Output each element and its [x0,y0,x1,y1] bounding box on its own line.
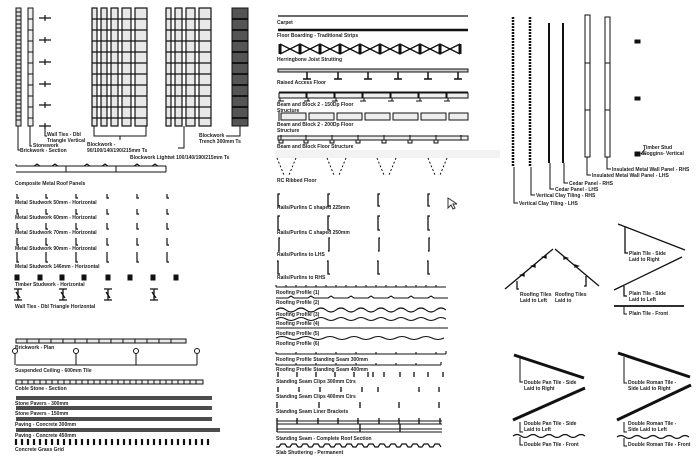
standing-seam-complete-roof-symbol [277,418,442,432]
blockwork-symbol [92,8,147,126]
label-roofing-profile-3: Roofing Profile (3) [276,312,320,318]
plain-tile-laid-right-symbol [618,224,685,253]
label-roofing-profile-2: Roofing Profile (2) [276,300,320,306]
label-metal-studwork-146: Metal Studwork 146mm - Horizontal [15,264,100,270]
timber-stud-noggins-symbol [635,40,646,156]
label-metal-studwork-90: Metal Studwork 90mm - Horizontal [15,246,97,252]
label-metal-panel-rhs: Insulated Metal Wall Panel - RHS [612,167,690,173]
wall-ties-horizontal-symbols [14,289,158,300]
stonework-symbol [28,8,33,126]
label-standing-seam-300: Roofing Profile Standing Seam 300mm [276,357,368,363]
label-blockwork-trench: Blockwork - Trench 300mm Ts [199,133,241,145]
label-cobble-stone: Coble Stone - Section [15,386,67,392]
beam-block-floor-symbol [278,135,468,143]
label-stone-pavers-150: Stone Pavers - 150mm [15,411,69,417]
label-concrete-grass-grid: Concrete Grass Grid [15,447,64,453]
label-metal-panel-lhs: Insulated Metal Wall Panel - LHS [592,173,669,179]
label-purlins-c-225: Rails/Purlins C shaped 225mm [277,205,350,211]
label-clips-400: Standing Seam Clips 400mm Ctrs [276,394,356,400]
label-roofing-tiles-left: Roofing Tiles Laid to Left [520,292,552,304]
label-purlins-rhs: Rails/Purlins to RHS [277,275,326,281]
label-plain-tile-right: Plain Tile - Side Laid to Right [629,251,666,263]
concrete-grass-grid-symbol [16,439,208,445]
label-composite-metal-roof-panels: Composite Metal Roof Panels [15,181,86,187]
brickwork-section-symbol [16,8,21,126]
label-complete-roof-section: Standing Seam - Complete Roof Section [276,436,372,442]
raised-access-floor-symbol [278,69,468,79]
label-paving-concrete-300: Paving - Concrete 300mm [15,422,77,428]
label-double-roman-left: Double Roman Tile - Side Laid to Left [628,421,677,433]
label-clips-300: Standing Seam Clips 300mm Ctrs [276,379,356,385]
label-roofing-profile-6: Roofing Profile (6) [276,341,320,347]
purlins-lhs-symbol [278,238,430,251]
label-beam-block-150: Beam and Block 2 - 150Dp Floor Structure [277,102,354,114]
label-suspended-ceiling: Suspended Ceiling - 600mm Tile [15,368,92,374]
label-roofing-profile-5: Roofing Profile (5) [276,331,320,337]
rc-ribbed-floor-slab [275,150,500,158]
cedar-panel-symbols [549,23,563,163]
label-double-pan-right: Double Pan Tile - Side Laid to Right [524,380,577,392]
label-herringbone: Herringbone Joist Strutting [277,57,342,63]
blockwork-trench-symbol [226,8,248,136]
label-rc-ribbed-floor: RC Ribbed Floor [277,178,317,184]
label-carpet: Carpet [277,20,293,26]
beam-block-150-symbol [278,92,468,101]
label-slab-shuttering: Slab Shuttering - Permanent [276,450,344,456]
label-double-pan-front: Double Pan Tile - Front [524,442,579,448]
label-timber-studwork: Timber Studwork - Horizontal [15,282,85,288]
cobble-stone-symbol [16,380,203,384]
label-cedar-lhs: Cedar Panel - LHS [555,187,599,193]
label-beam-block-200: Beam and Block 2 - 200Dp Floor Structure [277,122,354,134]
label-brickwork-section: Brickwork - Section [20,148,67,154]
brickwork-plan-symbol [16,339,186,343]
label-metal-studwork-70: Metal Studwork 70mm - Horizontal [15,230,97,236]
label-metal-studwork-50: Metal Studwork 50mm - Horizontal [15,200,97,206]
label-double-pan-left: Double Pan Tile - Side Laid to Left [524,421,577,433]
label-wall-ties-vertical: Wall Ties - Dbl Triangle Vertical [47,132,86,144]
slab-shuttering-symbol [276,444,441,447]
label-clay-tiling-lhs: Vertical Clay Tiling - LHS [519,201,578,207]
label-wall-ties-horizontal: Wall Ties - Dbl Triangle Horizontal [15,304,96,310]
herringbone-strutting-symbol [280,44,460,54]
label-roofing-profile-4: Roofing Profile (4) [276,321,320,327]
mouse-cursor-icon [447,197,457,211]
label-timber-stud-noggins: Timber Stud Noggins- Vertical [643,145,684,157]
rc-ribbed-floor-symbol [277,158,447,175]
composite-metal-roof-panels-symbol [16,164,166,172]
label-metal-studwork-60: Metal Studwork 60mm - Horizontal [15,215,97,221]
label-plain-tile-front: Plain Tile - Front [629,311,669,317]
label-plain-tile-left: Plain Tile - Side Laid to Left [629,291,666,303]
label-floor-boarding: Floor Boarding - Traditional Strips [277,33,359,39]
label-stone-pavers-300: Stone Pavers - 300mm [15,401,69,407]
label-liner-brackets: Standing Seam Liner Brackets [276,409,349,415]
label-double-roman-right: Double Roman Tile - Side Laid to Right [628,380,677,392]
label-raised-access-floor: Raised Access Floor [277,80,327,86]
label-paving-concrete-450: Paving - Concrete 450mm [15,433,77,439]
label-purlins-lhs: Rails/Purlins to LHS [277,252,325,258]
label-roofing-profile-1: Roofing Profile (1) [276,290,320,296]
label-beam-block-floor: Beam and Block Floor Structure [277,144,354,150]
label-blockwork: Blockwork - 90/100/140/190/215mm Ts [87,142,148,154]
insulated-metal-wall-panel-symbols [585,15,610,157]
roofing-tiles-symbol [505,249,599,289]
purlins-c-250-symbol [278,216,430,230]
label-brickwork-plan: Brickwork - Plan [15,345,55,351]
label-double-roman-front: Double Roman Tile - Front [628,442,691,448]
standing-seam-clips-symbols [277,372,443,408]
purlins-rhs-symbol [277,261,430,274]
wall-ties-vertical-symbol [39,15,51,129]
blockwork-lightweight-symbol [166,8,211,126]
label-stonework: Stonework [33,143,59,149]
label-purlins-c-250: Rails/Purlins C shaped 250mm [277,230,350,236]
label-clay-tiling-rhs: Vertical Clay Tiling - RHS [536,193,596,199]
timber-studwork-symbols [15,275,178,280]
vertical-clay-tiling-symbols [513,17,530,167]
label-standing-seam-400: Roofing Profile Standing Seam 400mm [276,367,368,373]
label-cedar-rhs: Cedar Panel - RHS [569,181,613,187]
label-blockwork-lightweight: Blockwork Ltghtwt 100/140/190/215mm Ts [130,155,230,161]
label-roofing-tiles-right: Roofing Tiles Laid to [555,292,587,304]
